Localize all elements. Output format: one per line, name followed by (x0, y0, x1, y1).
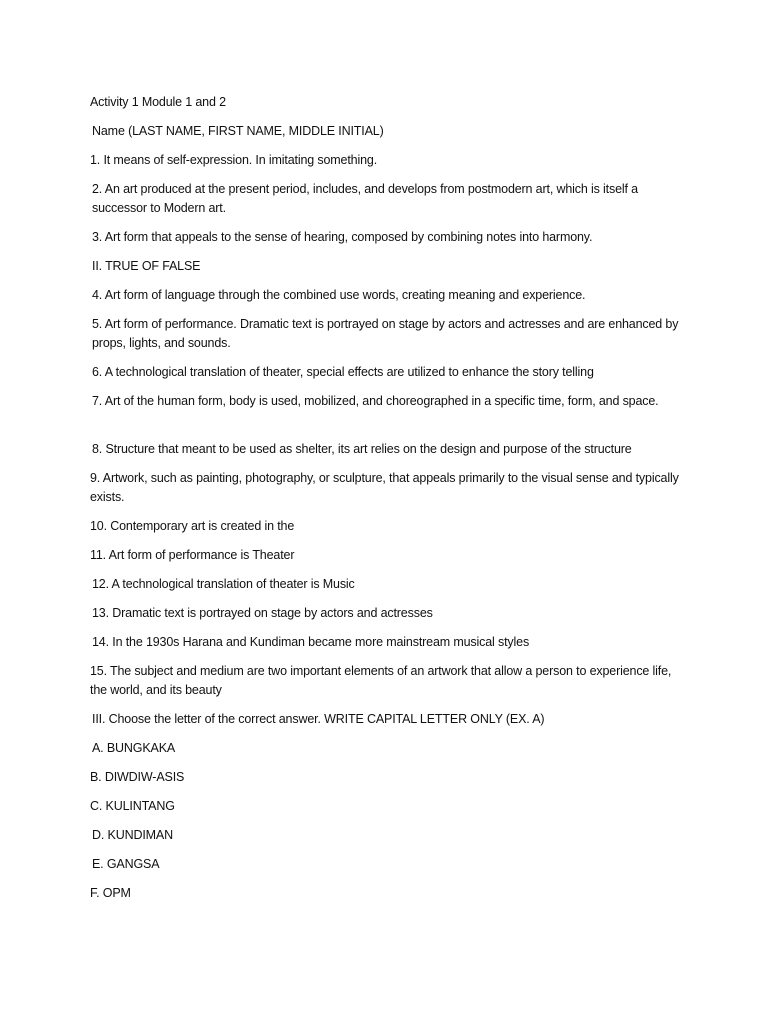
question-14: 14. In the 1930s Harana and Kundiman became more mainstream musical styles (92, 635, 530, 649)
question-10: 10. Contemporary art is created in the (90, 519, 295, 533)
choice-d: D. KUNDIMAN (92, 828, 173, 842)
choice-f: F. OPM (90, 886, 131, 900)
document-title: Activity 1 Module 1 and 2 (90, 95, 226, 109)
question-2: 2. An art produced at the present period, includes, and develops from postmodern art, which is itself a successor to Modern art. (92, 182, 638, 215)
question-15: 15. The subject and medium are two important elements of an artwork that allow a person to experience life, the world, and its beauty (90, 664, 672, 697)
choice-b: B. DIWDIW-ASIS (90, 770, 185, 784)
question-4: 4. Art form of language through the combined use words, creating meaning and experience. (92, 288, 586, 302)
section-heading-choose-letter: III. Choose the letter of the correct answer. WRITE CAPITAL LETTER ONLY (EX. A) (92, 712, 545, 726)
choice-c: C. KULINTANG (90, 799, 175, 813)
question-1: 1. It means of self-expression. In imitating something. (90, 153, 378, 167)
question-6: 6. A technological translation of theater, special effects are utilized to enhance the story telling (92, 365, 594, 379)
choice-a: A. BUNGKAKA (92, 741, 176, 755)
question-13: 13. Dramatic text is portrayed on stage by actors and actresses (92, 606, 433, 620)
question-11: 11. Art form of performance is Theater (90, 548, 295, 562)
question-5: 5. Art form of performance. Dramatic text is portrayed on stage by actors and actresses and are enhanced by props, lights, and sounds. (92, 317, 679, 350)
question-3: 3. Art form that appeals to the sense of hearing, composed by combining notes into harmony. (92, 230, 593, 244)
question-9: 9. Artwork, such as painting, photography, or sculpture, that appeals primarily to the visual sense and typically exists. (90, 471, 679, 504)
question-12: 12. A technological translation of theater is Music (92, 577, 355, 591)
section-heading-true-or-false: II. TRUE OF FALSE (92, 259, 201, 273)
question-7: 7. Art of the human form, body is used, mobilized, and choreographed in a specific time, form, and space. (92, 394, 659, 408)
choice-e: E. GANGSA (92, 857, 160, 871)
name-instruction: Name (LAST NAME, FIRST NAME, MIDDLE INITIAL) (92, 124, 384, 138)
question-8: 8. Structure that meant to be used as shelter, its art relies on the design and purpose of the structure (92, 442, 632, 456)
